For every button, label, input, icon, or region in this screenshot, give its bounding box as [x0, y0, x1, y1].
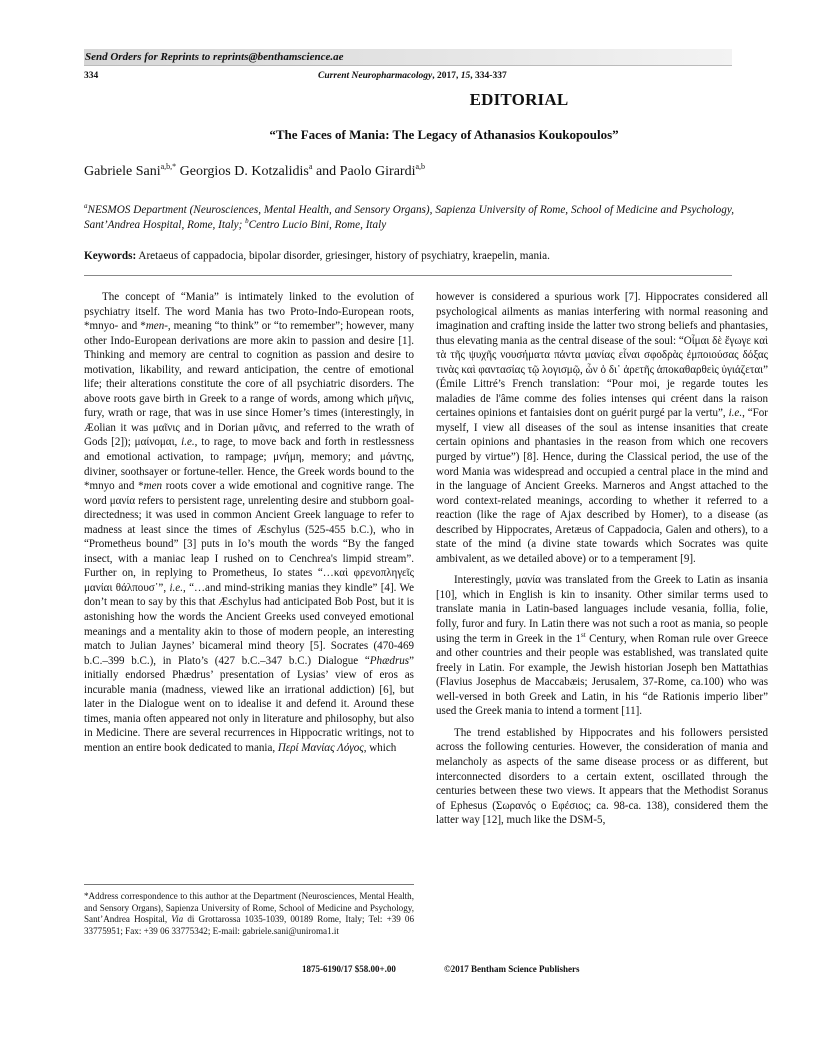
author-list	[84, 164, 425, 180]
correspondence-footnote: *Address correspondence to this author at the Department (Neurosciences, Mental Health, and Sensory Organs), Sapienza University of Rome, School of Medicine and Psychology, Sant’Andrea Hospital, Via di Grottarossa 1035-1039, 00189 Rome, Italy; Tel: +39 06 33775951; Fax: +39 06 33775342; E-mail: gabriele.sani@uniroma1.it	[84, 891, 415, 937]
footer-copyright: ©2017 Bentham Science Publishers	[444, 964, 580, 974]
author-name: Georgios D. Kotzalidis	[176, 164, 309, 179]
affiliations	[84, 203, 734, 232]
page-number: 334	[84, 71, 99, 81]
body-column-right	[436, 290, 768, 828]
keywords	[84, 250, 550, 262]
journal-name: Current Neuropharmacology	[318, 71, 433, 81]
header-divider	[84, 275, 732, 276]
body-paragraph: The concept of “Mania” is intimately linked to the evolution of psychiatry itself. The word Mania has two Proto-Indo-European roots, *mnyo- and *men-, meaning “to think” or “to remember”; however, many other Indo-European derivations are more akin to passion and desire [1]. Thinking and memory are central to cognition as passion and desire to motivation, likability, and reward anticipation, the centre of emotional life; their alterations constitute the core of all psychiatric disorders. The above roots gave birth in Greek to a range of words, among which μῆνις, fury, wrath or rage, that was in use since Homer’s times (interestingly, in Æolian it was μαῖνις and in Dorian μᾶνις, and referred to the wrath of Gods [2]); μαίνομαι, i.e., to rage, to move back and forth in restlessness and emotional activation, to rampage; μνήμη, memory; and μάντης, diviner, soothsayer or fortune-teller. Hence, the Greek words bound to the *mnyo and *men roots cover a wide emotional and cognitive range. The word μανία refers to persistent rage, unrelenting desire and stubborn goal-directedness; it was used in common Ancient Greek language to refer to madness at least since the times of Æschylus (525-455 b.C.), who in “Prometheus bound” [3] puts in Io’s mouth the words “By the fanged insect, with a maniac leap I rushed on to Cenchrea's limpid stream”. Further on, in replying to Prometheus, Io states “…καὶ φρενοπληγεῖς μανίαι θάλπουσ᾽”, i.e., “…and mind-striking manias they kindle” [4]. We don’t mean to say by this that Æschylus had anticipated Bob Post, but it is astonishing how the words the Ancient Greeks used conveyed emotional meanings and a mentality akin to those of modern people, an interesting match to Julian Jaynes’ bicameral mind theory [5]. Socrates (470-469 b.C.–399 b.C.), in Plato’s (427 b.C.–347 b.C.) Dialogue “Phædrus” initially endorsed Phædrus’ presentation of Lysias’ view of eros as incurable mania (madness, viewed like an irrational addiction) [6], but later in the Dialogue went on to idealise it and defend it. Around these times, mania often appeared not only in literature and philosophy, but also in Medicine. There are several recurrences in Hippocratic writings, not to mention an entire book dedicated to mania, Περί Μανίας Λόγος, which	[84, 291, 414, 754]
affiliation-a: NESMOS Department (Neurosciences, Mental Health, and Sensory Organs), Sapienza University of Rome, School of Medicine and Psychology, Sant’Andrea Hospital, Rome, Italy;	[84, 204, 734, 231]
author-affiliation-mark: a	[308, 162, 313, 171]
body-paragraph: however is considered a spurious work [7]. Hippocrates considered all psychological ailments as manias interfering with normal reasoning and imagination and crafting inside the latter two strong beliefs and phantasies, thus elevating mania as the central disease of the soul: “Οἶμαι δὲ ἔγωγε καὶ τὰ τῆς ψυχῆς νουσήματα πάντα μανίας εἶναι σφοδρὰς ἐμποιούσας δόξας τινὰς καὶ φαντασίας τῷ λογισμῷ, ὧν ὁ δι᾽ ἀρετῆς ἀποκαθαρθεὶς ὑγιάζεται” (Émile Littré’s French translation: “Pour moi, je regarde toutes les maladies de l'âme comme des folies intenses qui créent dans la raison certaines opinions et fantaisies dont on guérit purgé par la vertu”, i.e., “For myself, I view all diseases of the soul as intense insanities that create certain opinions and phantasies in the reason from which one recovers purged by virtue”) [8]. Hence, during the Classical period, the use of the word Mania was widespread and occupied a central place in the mind and in the language of Ancient Greeks. Marneros and Angst attached to the word context-related meanings, according to whether it referred to a reaction (like the rage of Ajax described by Homer), to a disease (as described by Hippocrates, Aretæus of Cappadocia, Galen and others), to a state of the mind (a divine state towards which Socrates was quite ambivalent, as we detailed above) or to a temperament [9].	[436, 291, 768, 565]
journal-pages: , 334-337	[470, 71, 507, 81]
affiliation-mark: a	[84, 202, 88, 210]
author-name: Gabriele Sani	[84, 164, 161, 179]
affiliation-b: Centro Lucio Bini, Rome, Italy	[248, 218, 387, 231]
reprint-notice: Send Orders for Reprints to reprints@benthamscience.ae	[85, 51, 344, 63]
body-column-left	[84, 290, 414, 756]
keywords-list: Aretaeus of cappadocia, bipolar disorder, griesinger, history of psychiatry, kraepelin, mania.	[136, 250, 550, 262]
author-name: and Paolo Girardi	[312, 164, 416, 179]
author-affiliation-mark: a,b,*	[160, 162, 177, 171]
body-paragraph: Interestingly, μανία was translated from the Greek to Latin as insania [10], which in English is kin to insanity. Other similar terms used to translate mania in Latin-based languages include vesania, follia, folie, folly, furor and fury. In Latin there was not such a root as mania, so people using the term in Greek in the 1st Century, when Roman rule over Greece and other countries and their people was established, was translated quite freely in Latin. For example, the Jewish historian Joseph ben Mattathias (Flavius Josephus de Maccabæis; Jerusalem, 37-Rome, ca.100) who was well-versed in both Greek and Latin, in his “de Rationis imperio liber” used the Greek mania to intend a torment [11].	[436, 574, 768, 718]
footnote-divider	[84, 884, 414, 885]
journal-citation	[318, 71, 507, 81]
author-affiliation-mark: a,b	[415, 162, 426, 171]
keywords-label: Keywords:	[84, 250, 137, 262]
journal-volume: 15	[460, 71, 471, 81]
section-label: EDITORIAL	[469, 90, 569, 109]
journal-year: , 2017,	[432, 71, 461, 81]
body-paragraph: The trend established by Hippocrates and his followers persisted across the following centuries. However, the consideration of mania and melancholy as aspects of the same disease process or as different, but interconnected disorders to a certain extent, oscillated through the centuries between these two views. It appears that the Methodist Soranus of Ephesus (Σωρανός ο Εφέσιος; ca. 98-ca. 138), considered them the latter way [12], much like the DSM-5,	[436, 726, 768, 827]
article-title: “The Faces of Mania: The Legacy of Athanasios Koukopoulos”	[269, 127, 619, 142]
footer-issn-price: 1875-6190/17 $58.00+.00	[302, 964, 396, 974]
affiliation-mark: b	[245, 216, 249, 225]
